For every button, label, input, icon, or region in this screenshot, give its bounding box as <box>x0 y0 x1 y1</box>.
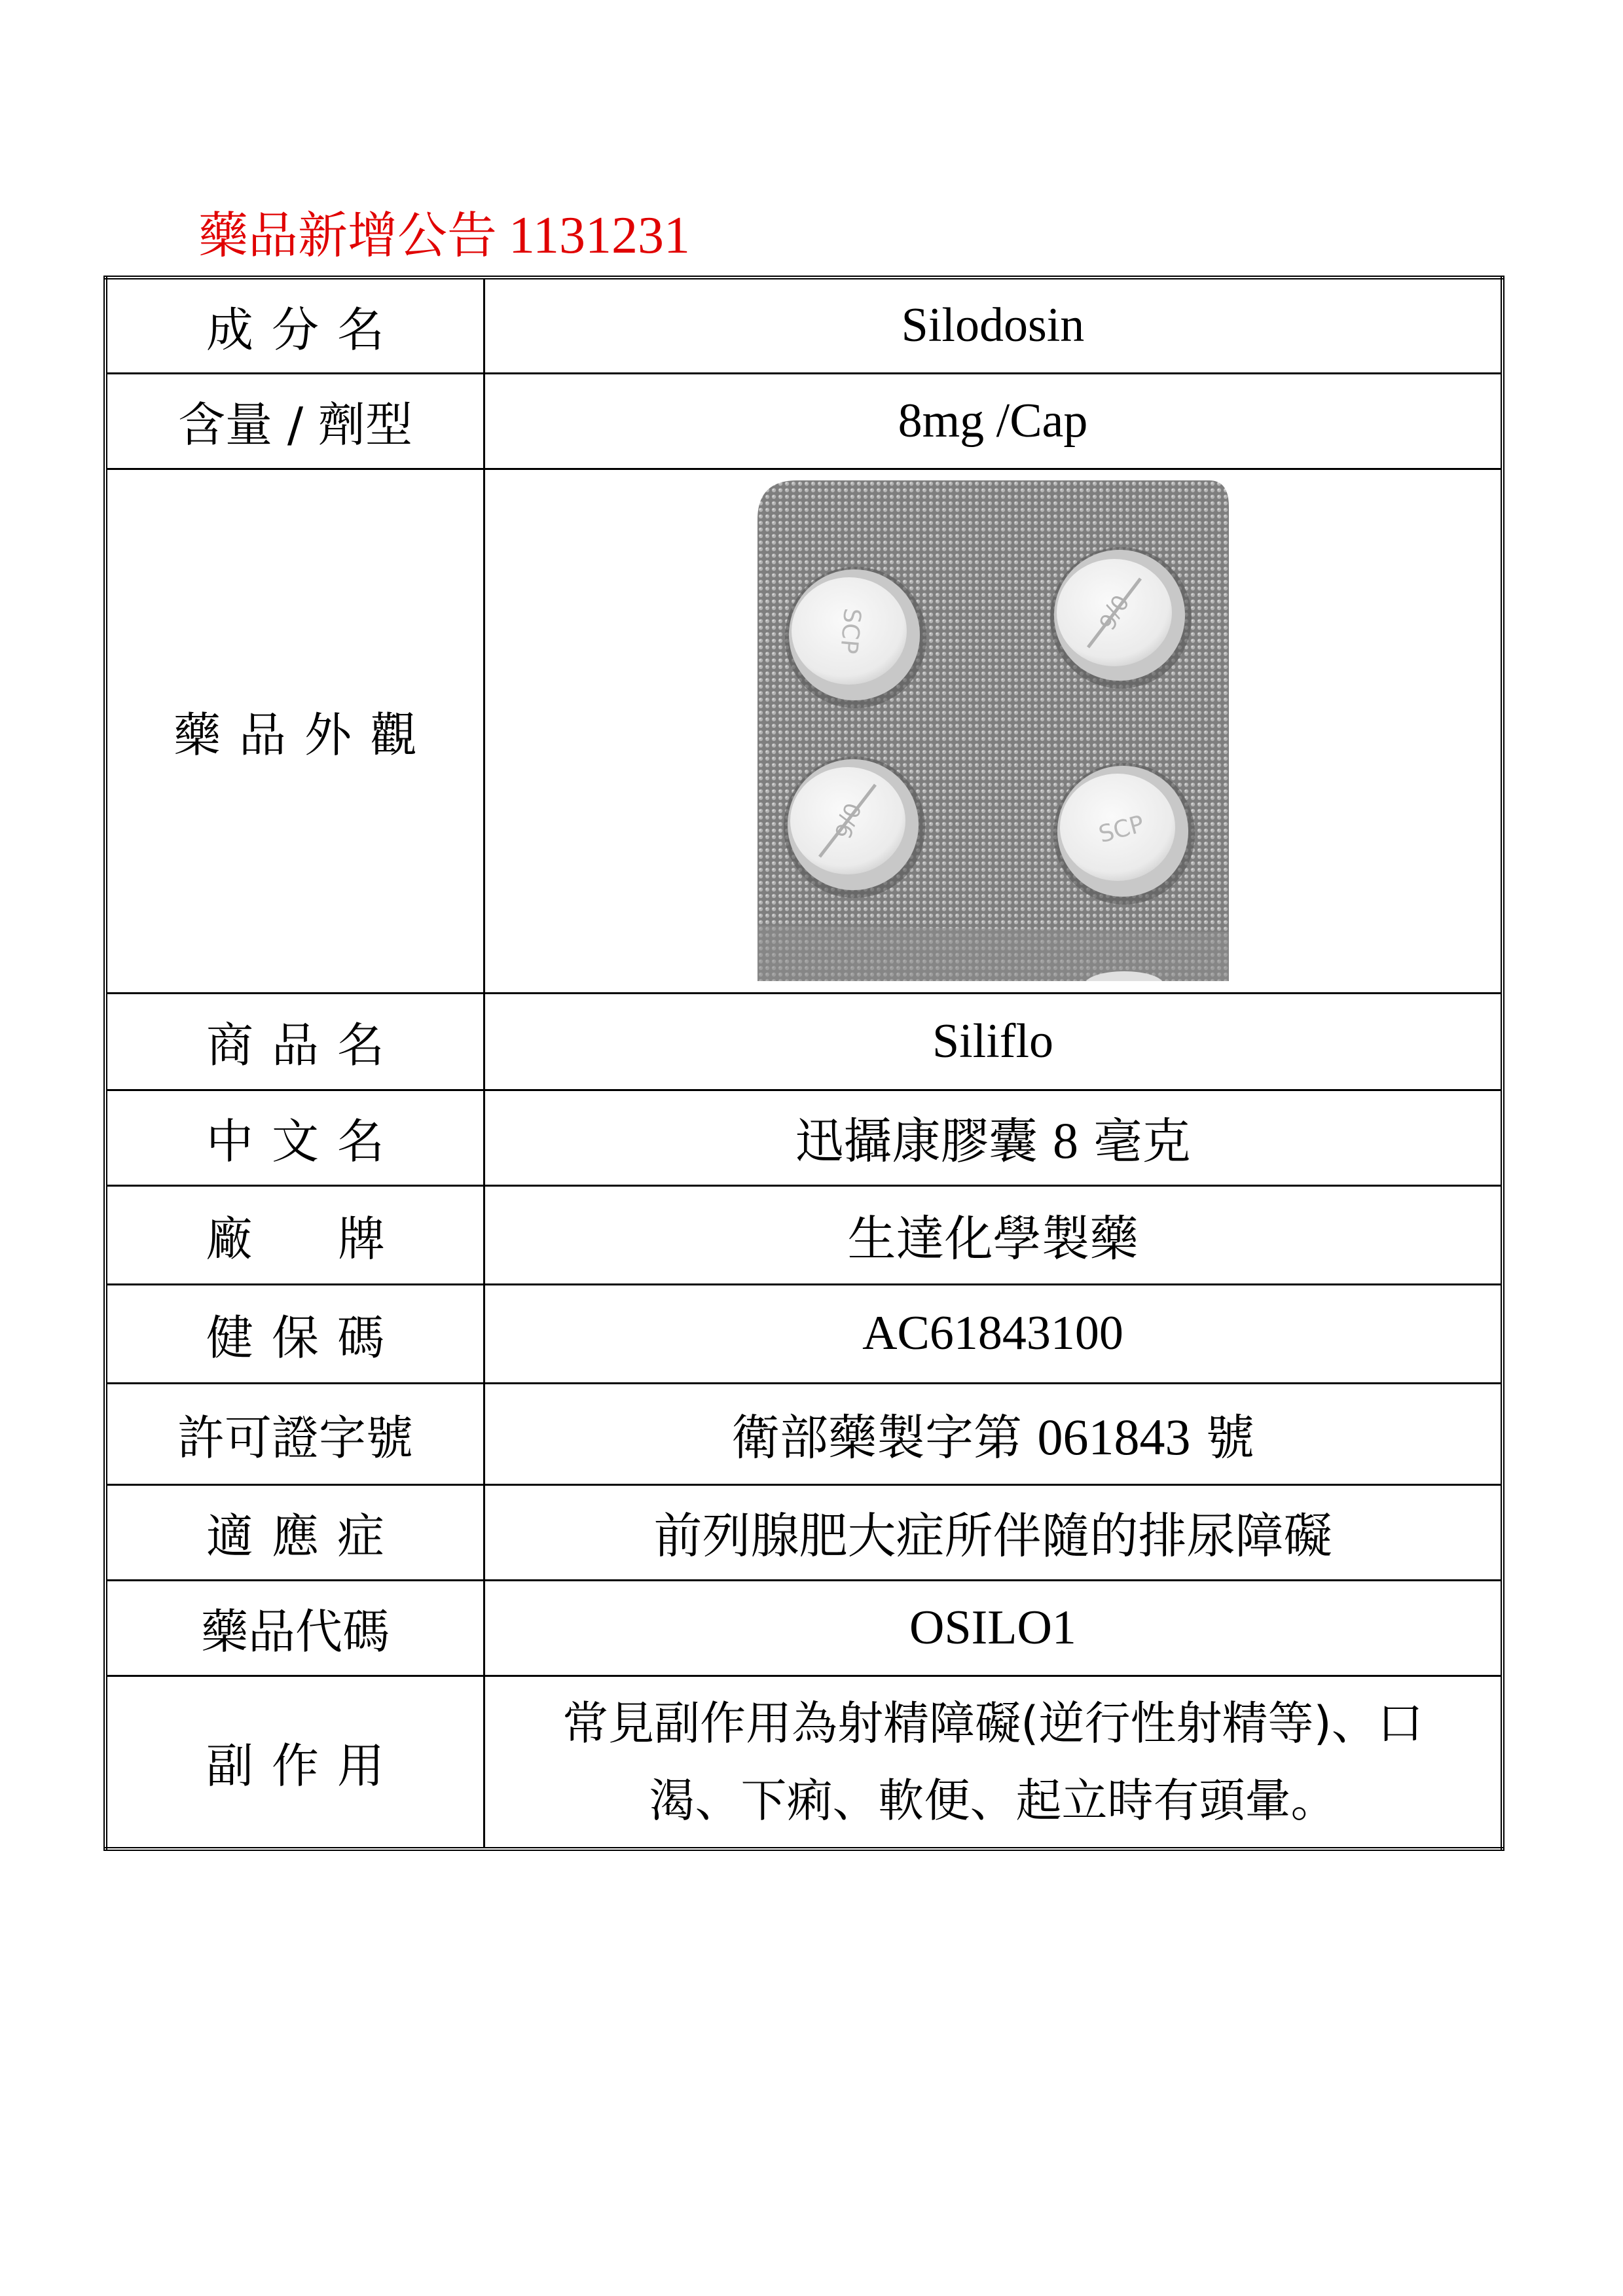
row-appearance <box>105 469 1503 993</box>
row-chinese-name <box>105 1090 1503 1185</box>
row-ingredient <box>105 278 1503 373</box>
appearance-photo-cell <box>484 469 1503 993</box>
title-text: 藥品新增公告 <box>198 206 497 264</box>
license-suffix: 號 <box>1206 1409 1255 1466</box>
ingredient-value: Silodosin <box>484 278 1503 373</box>
row-brand <box>105 993 1503 1090</box>
manufacturer-label: 廠牌 <box>105 1185 484 1284</box>
chinese-name-text: 迅攝康膠囊 <box>795 1113 1038 1170</box>
row-indication <box>105 1484 1503 1580</box>
pill-mark-4: SCP <box>1095 810 1147 849</box>
license-prefix: 衛部藥製字第 <box>731 1409 1022 1466</box>
strength-value: 8mg /Cap <box>484 373 1503 469</box>
brand-value: Siliflo <box>484 993 1503 1090</box>
indication-label: 適應症 <box>105 1484 484 1580</box>
drug-code-value: OSILO1 <box>484 1580 1503 1676</box>
ingredient-label: 成分名 <box>105 278 484 373</box>
pill-mark-3: 0/6 <box>828 799 866 842</box>
chinese-name-value <box>484 1090 1503 1185</box>
side-effects-label: 副作用 <box>105 1676 484 1849</box>
chinese-name-unit: 毫克 <box>1093 1113 1191 1170</box>
pill-bottom-right <box>1053 763 1195 905</box>
license-number: 061843 <box>1037 1408 1191 1465</box>
manufacturer-value: 生達化學製藥 <box>484 1185 1503 1284</box>
strength-label: 含量 / 劑型 <box>105 373 484 469</box>
row-nhi-code <box>105 1284 1503 1383</box>
brand-label: 商品名 <box>105 993 484 1090</box>
row-strength <box>105 373 1503 469</box>
pill-bottom-left <box>784 757 925 898</box>
side-effects-line-2: 渴、下痢、軟便、起立時有頭暈。 <box>649 1773 1337 1827</box>
indication-value: 前列腺肥大症所伴隨的排尿障礙 <box>484 1484 1503 1580</box>
appearance-label: 藥品外觀 <box>105 469 484 993</box>
license-value <box>484 1383 1503 1484</box>
side-effects-line-1: 常見副作用為射精障礙(逆行性射精等)、口 <box>562 1696 1423 1750</box>
announcement-title <box>198 196 690 275</box>
pill-mark-2: 0/6 <box>1092 590 1133 634</box>
chinese-name-dose: 8 <box>1053 1112 1078 1169</box>
row-manufacturer <box>105 1185 1503 1284</box>
chinese-name-label: 中文名 <box>105 1090 484 1185</box>
pill-top-right <box>1050 547 1192 689</box>
nhi-code-label: 健保碼 <box>105 1284 484 1383</box>
pill-mark-1: SCP <box>834 607 866 655</box>
announcement-date: 1131231 <box>509 207 691 264</box>
row-drug-code <box>105 1580 1503 1676</box>
pill-blister-photo <box>757 480 1229 981</box>
side-effects-value <box>484 1676 1503 1849</box>
row-side-effects <box>105 1676 1503 1849</box>
drug-code-label: 藥品代碼 <box>105 1580 484 1676</box>
license-label: 許可證字號 <box>105 1383 484 1484</box>
nhi-code-value: AC61843100 <box>484 1284 1503 1383</box>
row-license <box>105 1383 1503 1484</box>
drug-info-table <box>103 276 1504 1851</box>
pill-top-left <box>785 567 926 708</box>
